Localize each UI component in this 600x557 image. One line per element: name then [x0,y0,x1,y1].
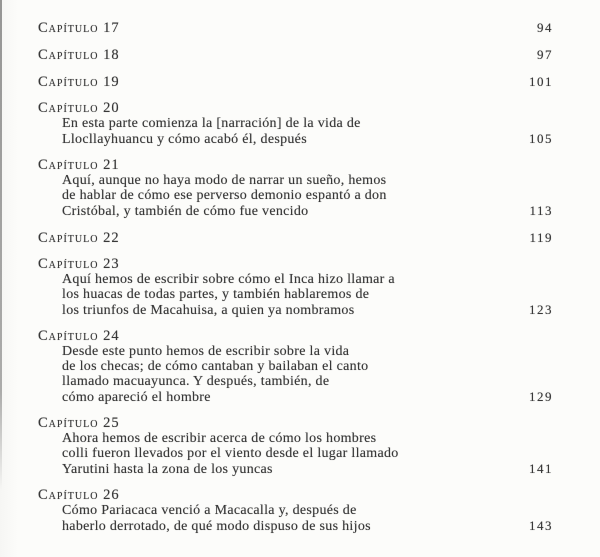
chapter-heading: Capítulo 26 [38,487,120,503]
chapter-heading-row [38,488,553,503]
page-number: 143 [529,518,553,533]
chapter-heading: Capítulo 18 [38,47,120,63]
chapter-description-text: Aquí, aunque no haya modo de narrar un sueño, hemos [62,173,387,188]
chapter-heading: Capítulo 24 [38,328,120,344]
chapter-description-text: de hablar de cómo ese perverso demonio espantó a don [62,188,387,203]
toc-entry [38,416,553,477]
toc-entry [38,47,553,63]
chapter-heading: Capítulo 20 [38,100,120,116]
chapter-description-line [38,188,553,203]
chapter-description-text: cómo apareció el hombre [62,390,211,405]
toc-entry [38,488,553,534]
chapter-description-line [38,116,553,131]
scan-edge-artifact [0,0,2,490]
chapter-description-text: llamado macuayunca. Y después, también, de [62,374,330,389]
chapter-description-text: Aquí hemos de escribir sobre cómo el Inca hizo llamar a [62,272,395,287]
chapter-description-line [38,359,553,374]
chapter-heading-row [38,329,553,344]
chapter-description-line [38,344,553,359]
chapter-heading: Capítulo 17 [38,20,120,36]
page-number: 123 [529,302,553,317]
chapter-description-text: los huacas de todas partes, y también hablaremos de [62,287,370,302]
chapter-description-text: haberlo derrotado, de qué modo dispuso de sus hijos [62,519,371,534]
chapter-description-line [38,131,553,147]
page-number: 119 [529,230,553,245]
page-number: 113 [529,203,553,218]
chapter-description-text: de los checas; de cómo cantaban y bailaban el canto [62,359,369,374]
chapter-description-line [38,287,553,302]
chapter-description-text: Ahora hemos de escribir acerca de cómo los hombres [62,431,377,446]
chapter-description-text: Cómo Pariacaca venció a Macacalla y, después de [62,503,357,518]
toc-entry [38,20,553,36]
chapter-description-text: Llocllayhuancu y cómo acabó él, después [62,132,307,147]
toc-entry [38,74,553,90]
chapter-description-line [38,389,553,405]
chapter-description-line [38,173,553,188]
chapter-description-line [38,272,553,287]
page-number: 101 [529,74,553,89]
toc-entry [38,257,553,318]
chapter-description-line [38,302,553,318]
chapter-description-line [38,503,553,518]
chapter-heading: Capítulo 22 [38,230,120,246]
toc-entry [38,230,553,246]
chapter-heading: Capítulo 19 [38,74,120,90]
chapter-heading-row [38,416,553,431]
toc-entry [38,329,553,405]
chapter-description-line [38,461,553,477]
chapter-heading-row [38,47,553,63]
page-number: 94 [537,20,553,35]
chapter-description-line [38,374,553,389]
chapter-heading: Capítulo 25 [38,415,120,431]
chapter-heading-row [38,101,553,116]
chapter-heading-row [38,257,553,272]
chapter-description-text: Cristóbal, y también de cómo fue vencido [62,204,309,219]
page-number: 105 [529,131,553,146]
chapter-description-text: Yarutini hasta la zona de los yuncas [62,462,273,477]
chapter-heading-row [38,20,553,36]
page-number: 97 [537,47,553,62]
chapter-heading: Capítulo 21 [38,157,120,173]
chapter-heading-row [38,158,553,173]
page-number: 129 [529,389,553,404]
toc-entry [38,101,553,147]
chapter-description-text: los triunfos de Macahuisa, a quien ya nombramos [62,303,355,318]
chapter-heading: Capítulo 23 [38,256,120,272]
chapter-description-line [38,203,553,219]
chapter-heading-row [38,230,553,246]
chapter-description-line [38,431,553,446]
chapter-heading-row [38,74,553,90]
chapter-description-line [38,446,553,461]
page-number: 141 [529,461,553,476]
chapter-description-text: En esta parte comienza la [narración] de la vida de [62,116,361,131]
chapter-description-line [38,518,553,534]
chapter-description-text: Desde este punto hemos de escribir sobre la vida [62,344,350,359]
chapter-description-text: colli fueron llevados por el viento desde el lugar llamado [62,446,399,461]
table-of-contents [38,20,553,545]
toc-entry [38,158,553,219]
